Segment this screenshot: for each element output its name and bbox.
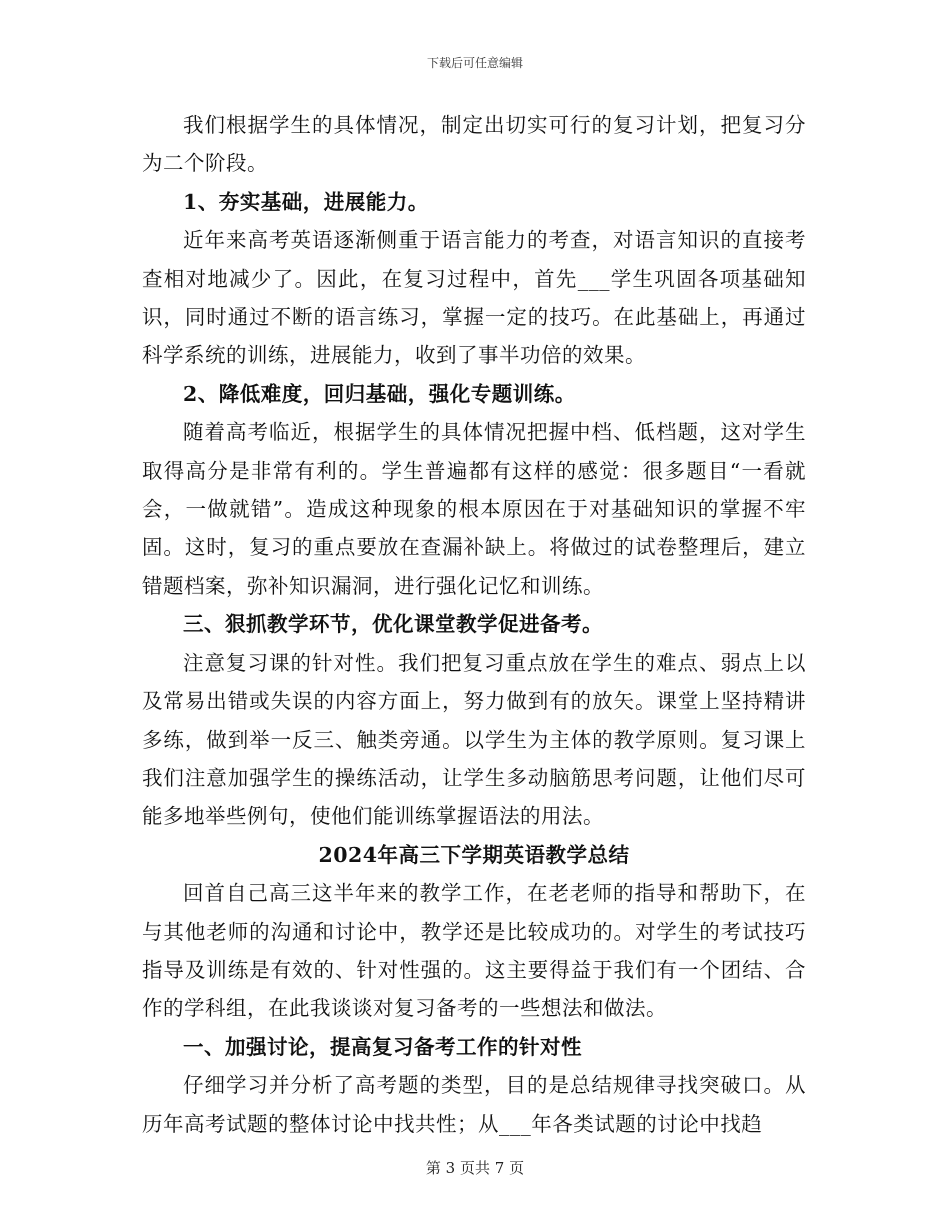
section-heading: 一、加强讨论，提高复习备考工作的针对性 [183,1034,582,1059]
paragraph: 回首自己高三这半年来的教学工作，在老老师的指导和帮助下，在与其他老师的沟通和讨论中，教学还是比较成功的。对学生的考试技巧指导及训练是有效的、针对性强的。这主要得益于我们有一个团结、合作的学科组，在此我谈谈对复习备考的一些想法和做法。 [142,881,806,1021]
section-heading: 2、降低难度，回归基础，强化专题训练。 [183,381,576,406]
paragraph: 随着高考临近，根据学生的具体情况把握中档、低档题，这对学生取得高分是非常有利的。学生普遍都有这样的感觉：很多题目“一看就会，一做就错”。造成这种现象的根本原因在于对基础知识的掌握不牢固。这时，复习的重点要放在查漏补缺上。将做过的试卷整理后，建立错题档案，弥补知识漏洞，进行强化记忆和训练。 [142,420,806,598]
document-body [142,106,806,1143]
page-footer: 第 3 页共 7 页 [425,1159,525,1177]
section-heading: 三、狠抓教学环节，优化课堂教学促进备考。 [183,612,603,637]
paragraph: 我们根据学生的具体情况，制定出切实可行的复习计划，把复习分为二个阶段。 [142,113,806,176]
paragraph: 仔细学习并分析了高考题的类型，目的是总结规律寻找突破口。从历年高考试题的整体讨论中找共性；从___年各类试题的讨论中找趋 [142,1073,806,1136]
paragraph: 注意复习课的针对性。我们把复习重点放在学生的难点、弱点上以及常易出错或失误的内容方面上，努力做到有的放矢。课堂上坚持精讲多练，做到举一反三、触类旁通。以学生为主体的教学原则。复习课上我们注意加强学生的操练活动，让学生多动脑筋思考问题，让他们尽可能多地举些例句，使他们能训练掌握语法的用法。 [142,650,806,829]
section-heading: 1、夯实基础，进展能力。 [183,189,429,214]
paragraph: 近年来高考英语逐渐侧重于语言能力的考查，对语言知识的直接考查相对地减少了。因此，在复习过程中，首先___学生巩固各项基础知识，同时通过不断的语言练习，掌握一定的技巧。在此基础上，再通过科学系统的训练，进展能力，收到了事半功倍的效果。 [142,228,806,368]
document-title: 2024年高三下学期英语教学总结 [318,842,630,867]
page-header: 下载后可任意编辑 [426,56,523,70]
